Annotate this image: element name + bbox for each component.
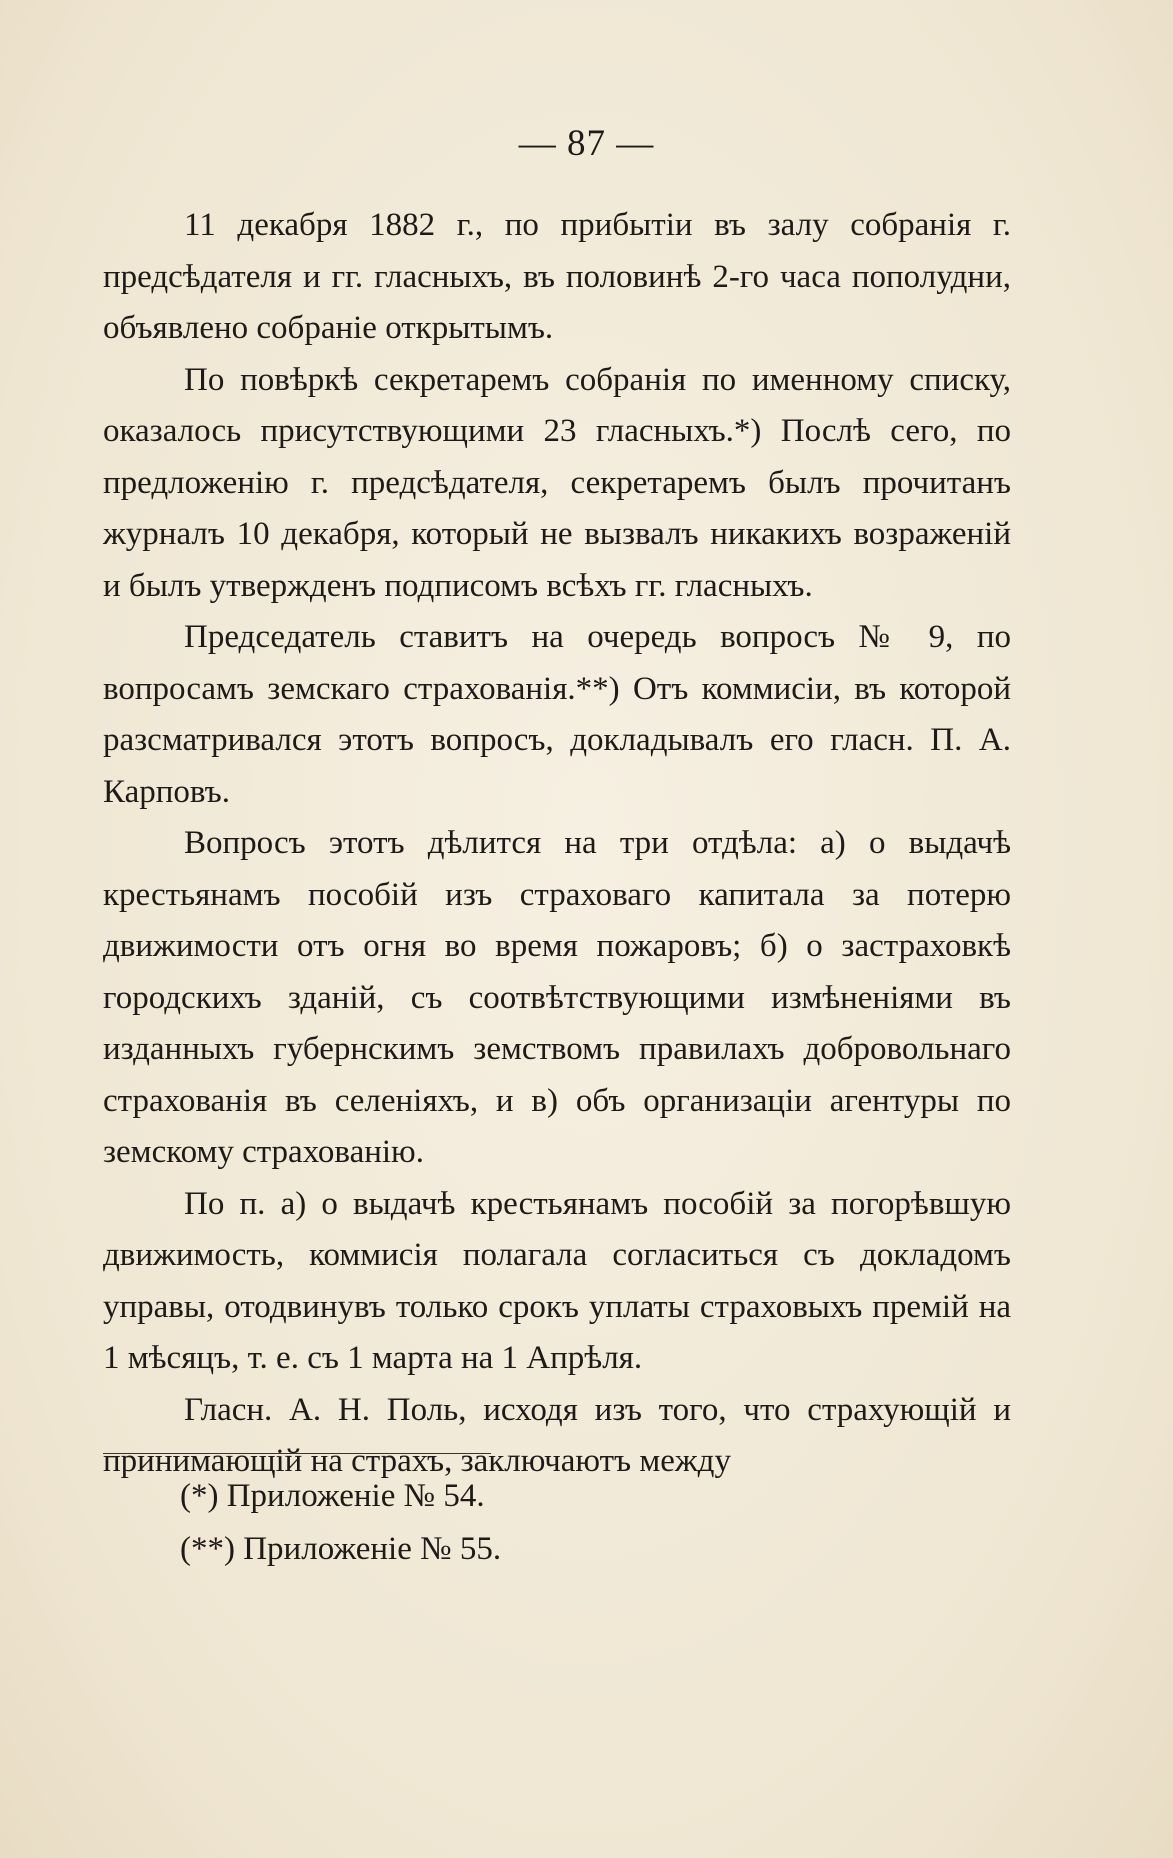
footnote-2: (**) Приложеніе № 55. — [180, 1531, 502, 1567]
paragraph-6: Гласн. А. Н. Поль, исходя изъ того, что страхующій и принимающій на страхъ, заключаютъ между — [103, 1391, 1011, 1479]
paragraph-4: Вопросъ этотъ дѣлится на три отдѣла: а) о выдачѣ крестьянамъ пособій изъ страховаго капитала за потерю движимости отъ огня во время пожаровъ; б) о застраховкѣ городскихъ зданій, съ соотвѣтствующими измѣненіями въ изданныхъ губернскимъ земствомъ правилахъ добровольнаго страхованія въ селеніяхъ, и в) объ организаціи агентуры по земскому страхованію. — [103, 825, 1011, 1170]
footnotes — [180, 1470, 980, 1576]
paragraph-3: Председатель ставитъ на очередь вопросъ № 9, по вопросамъ земскаго страхованія.**) Отъ коммисіи, въ которой разсматривался этотъ вопросъ, докладывалъ его гласн. П. А. Карповъ. — [103, 619, 1011, 810]
paragraph-2: По повѣркѣ секретаремъ собранія по именному списку, оказалось присутствующими 23 гласныхъ.*) Послѣ сего, по предложенію г. предсѣдателя, секретаремъ былъ прочитанъ журналъ 10 декабря, который не вызвалъ никакихъ возраженій и былъ утвержденъ подписомъ всѣхъ гг. гласныхъ. — [103, 361, 1011, 604]
paragraph-5: По п. а) о выдачѣ крестьянамъ пособій за погорѣвшую движимость, коммисія полагала согласиться съ докладомъ управы, отодвинувъ только срокъ уплаты страховыхъ премій на 1 мѣсяцъ, т. е. съ 1 марта на 1 Апрѣля. — [103, 1185, 1011, 1376]
footnote-1: (*) Приложеніе № 54. — [180, 1478, 485, 1514]
paragraph-1: 11 декабря 1882 г., по прибытіи въ залу собранія г. предсѣдателя и гг. гласныхъ, въ половинѣ 2-го часа пополудни, объявлено собраніе открытымъ. — [103, 207, 1011, 346]
body-text — [103, 200, 1011, 1488]
footnote-divider — [103, 1453, 491, 1454]
page-number: — 87 — — [518, 123, 655, 164]
